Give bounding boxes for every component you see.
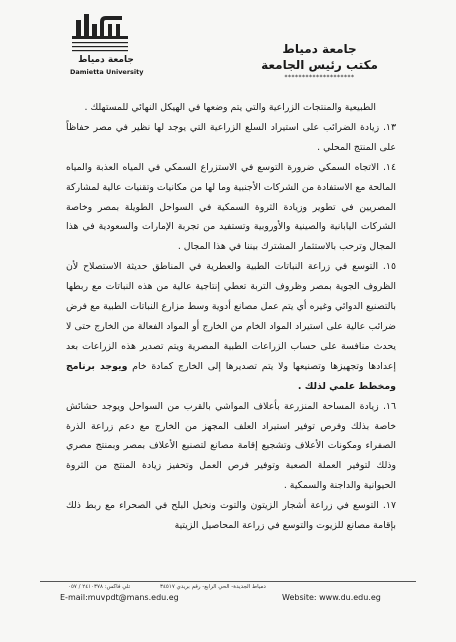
paragraph-continued: الطبيعية والمنتجات الزراعية والتي يتم وضعها في الهيكل النهائي للمستهلك . bbox=[84, 102, 376, 113]
paragraph-13: ١٣. زيادة الضرائب على استيراد السلع الزراعية التي يوجد لها نظير في مصر حفاظاً على المنتج المحلي . bbox=[66, 121, 396, 153]
university-name: جامعة دمياط bbox=[282, 42, 357, 56]
paragraph-16: ١٦. زيادة المساحة المنزرعة بأعلاف المواشي بالقرب من السواحل ويوجد حشائش خاصة بذلك وفرص توفير استيراد العلف المجهز من الخارج مع دعم زراعة الذرة الصفراء ومكونات الأعلاف وتشجيع إقامة مصانع لتصنيع الأعلاف بمصر وبمنتج مصري وذلك لتوفير العملة الصعبة وتوفير فرص العمل وتحفيز زيادة المنتج من الثروة الحيوانية والداجنة والسمكية . bbox=[66, 400, 396, 492]
title-underline-stars: ******************** bbox=[284, 74, 355, 81]
paragraph-14: ١٤. الاتجاه السمكي ضرورة التوسع في الاستزراع السمكي في المياه العذبة والمياه المالحة مع الاستفادة من الشركات الأجنبية وما لها من مكانيات وتقنيات عالية لمشاركة المصريين في تطوير وزيادة الثروة السمكية في السواحل الطويلة بمصر وخاصة الشركات اليابانية والصينية والأوروبية وتستفيد من تجربة الإمارات والسعودية في هذا المجال وترحب بالاستثمار المشترك بيننا في هذا المجال . bbox=[66, 161, 396, 253]
footer-website: Website: www.du.edu.eg bbox=[282, 593, 381, 602]
paragraph-15-bold: ويوجد برنامج ومخطط علمي لذلك . bbox=[66, 360, 396, 392]
document-body bbox=[66, 98, 396, 588]
logo-arabic-name: جامعة دمياط bbox=[78, 55, 134, 65]
footer-address: دمياط الجديدة- الحي الرابع- رقم بريدي ٣٤٥١٧ bbox=[160, 584, 266, 590]
president-office-title: مكتب رئيس الجامعة bbox=[261, 58, 378, 72]
logo-english-name: Damietta University bbox=[70, 68, 144, 76]
office-title-block bbox=[261, 42, 378, 81]
paragraph-15-text: ١٥. التوسع في زراعة النباتات الطبية والعطرية في المناطق حديثة الاستصلاح لأن الظروف الجوية بمصر وظروف التربة تعطي إنتاجية عالية من هذه النباتات مع ربطها بالتصنيع الدوائي وغيره أي يتم عمل مصانع أدوية وسط مزارع النباتات الطبية مع فرض ضرائب عالية على استيراد المواد الخام من الخارج أو المواد الفعالة من الخارج حتى لا يحدث منافسة على حساب الزراعات الطبية المصرية ويتم تصدير هذه الزراعات بعد إعدادها وتجهيزها وتصنيعها ولا يتم تصديرها إلى الخارج كمادة خام bbox=[66, 261, 396, 372]
paragraph-17: ١٧. التوسع في زراعة أشجار الزيتون والتوت ونخيل البلح في الصحراء مع ربط ذلك بإقامة مصانع للزيوت والتوسع في زراعة المحاصيل الزيتية bbox=[66, 500, 396, 532]
letterhead bbox=[0, 0, 456, 95]
footer-divider bbox=[40, 581, 416, 582]
university-logo-icon bbox=[70, 10, 130, 56]
footer-email: E-mail:muvpdt@mans.edu.eg bbox=[60, 593, 179, 602]
paragraph-15 bbox=[66, 257, 396, 396]
footer-fax: تلي فاكس: ٢٤١٠٣٧٨ / ٠٥٧ bbox=[68, 584, 131, 590]
